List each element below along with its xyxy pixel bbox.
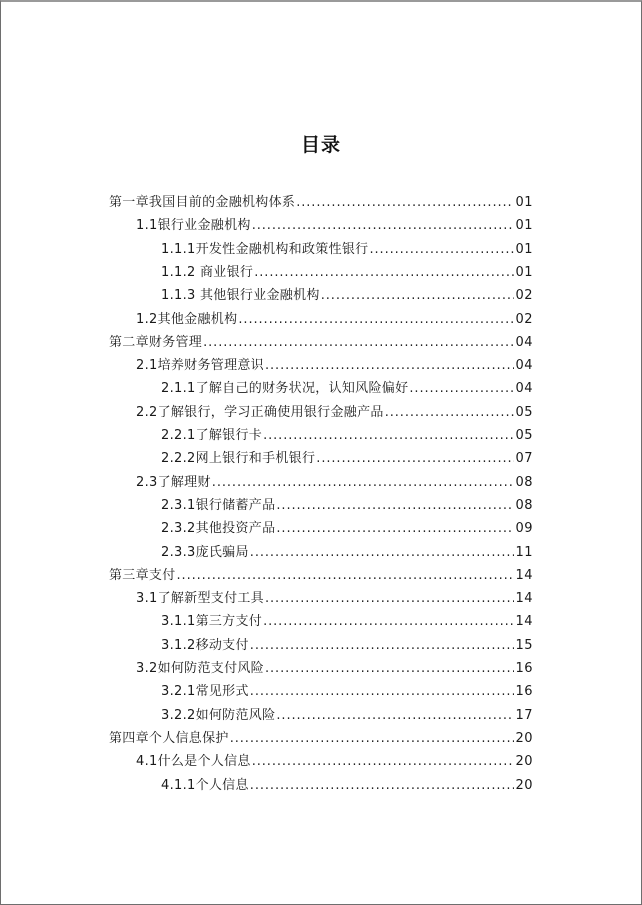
toc-entry-page-number: 02 — [515, 311, 533, 327]
toc-entry[interactable] — [136, 403, 533, 423]
toc-entry-title: 2.2.2网上银行和手机银行 — [161, 451, 316, 467]
dot-leader — [263, 426, 514, 446]
toc-entry-title: 2.3.3庞氏骗局 — [161, 544, 249, 560]
dot-leader — [316, 449, 514, 469]
toc-entry[interactable] — [136, 659, 533, 679]
toc-entry-title: 第四章个人信息保护 — [109, 730, 229, 746]
toc-entry[interactable] — [109, 729, 533, 749]
page-title: 目录 — [300, 134, 341, 156]
toc-entry-title: 3.1.2移动支付 — [161, 637, 249, 653]
dot-leader — [230, 729, 515, 749]
toc-entry-page-number: 07 — [515, 451, 533, 467]
toc-entry-title: 3.2.2如何防范风险 — [161, 707, 276, 723]
toc-entry-page-number: 15 — [515, 637, 533, 653]
toc-entry-title: 第三章支付 — [109, 567, 176, 583]
dot-leader — [265, 589, 514, 609]
toc-entry-page-number: 14 — [515, 591, 533, 607]
toc-entry-title: 4.1什么是个人信息 — [136, 754, 251, 770]
toc-entry[interactable] — [161, 496, 533, 516]
dot-leader — [238, 310, 514, 330]
dot-leader — [252, 752, 515, 772]
toc-entry-title: 1.1.1开发性金融机构和政策性银行 — [161, 241, 369, 257]
dot-leader — [252, 216, 515, 236]
toc-entry[interactable] — [161, 240, 533, 260]
dot-leader — [385, 403, 515, 423]
toc-entry[interactable] — [161, 379, 533, 399]
dot-leader — [265, 356, 514, 376]
dot-leader — [254, 263, 514, 283]
toc-entry[interactable] — [109, 193, 533, 213]
toc-entry-page-number: 14 — [515, 567, 533, 583]
toc-entry[interactable] — [161, 519, 533, 539]
toc-entry-title: 2.2了解银行，学习正确使用银行金融产品 — [136, 404, 384, 420]
toc-entry[interactable] — [161, 706, 533, 726]
dot-leader — [263, 612, 514, 632]
toc-entry-title: 2.3.1银行储蓄产品 — [161, 497, 276, 513]
toc-entry-page-number: 05 — [515, 404, 533, 420]
toc-entry[interactable] — [161, 426, 533, 446]
toc-entry-title: 1.2其他金融机构 — [136, 311, 238, 327]
dot-leader — [276, 519, 514, 539]
toc-entry-page-number: 20 — [515, 777, 533, 793]
toc-entry[interactable] — [136, 310, 533, 330]
toc-entry-page-number: 01 — [515, 218, 533, 234]
toc-entry-page-number: 09 — [515, 521, 533, 537]
toc-entry-page-number: 01 — [515, 264, 533, 280]
dot-leader — [177, 566, 515, 586]
dot-leader — [212, 473, 515, 493]
toc-entry-title: 4.1.1个人信息 — [161, 777, 249, 793]
toc-entry[interactable] — [136, 356, 533, 376]
toc-entry[interactable] — [136, 589, 533, 609]
toc-entry[interactable] — [136, 752, 533, 772]
toc-entry-title: 3.1了解新型支付工具 — [136, 591, 264, 607]
toc-entry[interactable] — [161, 636, 533, 656]
toc-entry-page-number: 08 — [515, 497, 533, 513]
toc-entry-title: 1.1银行业金融机构 — [136, 218, 251, 234]
toc-entry-page-number: 16 — [515, 684, 533, 700]
dot-leader — [250, 636, 515, 656]
toc-entry[interactable] — [161, 682, 533, 702]
toc-entry-title: 第二章财务管理 — [109, 334, 203, 350]
dot-leader — [265, 659, 514, 679]
dot-leader — [321, 286, 515, 306]
dot-leader — [203, 333, 514, 353]
toc-entry-page-number: 20 — [515, 730, 533, 746]
toc-entry-page-number: 14 — [515, 614, 533, 630]
toc-entry[interactable] — [136, 473, 533, 493]
dot-leader — [369, 240, 514, 260]
toc-entry-page-number: 17 — [515, 707, 533, 723]
toc-entry-title: 2.2.1了解银行卡 — [161, 428, 263, 443]
toc-entry[interactable] — [109, 566, 533, 586]
toc-entry-page-number: 01 — [515, 195, 533, 210]
toc-entry-title: 1.1.3 其他银行业金融机构 — [161, 288, 320, 304]
toc-entry-page-number: 16 — [515, 661, 533, 676]
toc-entry-page-number: 04 — [515, 334, 533, 350]
toc-entry[interactable] — [161, 543, 533, 563]
toc-entry[interactable] — [161, 286, 533, 306]
toc-entry-page-number: 04 — [515, 381, 533, 397]
toc-entry[interactable] — [161, 263, 533, 283]
toc-entry-title: 第一章我国目前的金融机构体系 — [109, 195, 296, 210]
toc-entry-title: 2.1培养财务管理意识 — [136, 358, 264, 374]
toc-entry[interactable] — [161, 776, 533, 796]
dot-leader — [250, 543, 515, 563]
toc-entry-title: 3.2.1常见形式 — [161, 684, 249, 700]
dot-leader — [409, 379, 514, 399]
toc-entry-title: 2.3.2其他投资产品 — [161, 521, 276, 537]
toc-entry-page-number: 20 — [515, 754, 533, 770]
toc-entry-page-number: 04 — [515, 358, 533, 374]
toc-entry[interactable] — [161, 612, 533, 632]
toc-entry-page-number: 02 — [515, 288, 533, 304]
toc-entry-title: 2.1.1了解自己的财务状况，认知风险偏好 — [161, 381, 409, 397]
toc-entry-title: 3.2如何防范支付风险 — [136, 661, 264, 676]
toc-entry-page-number: 05 — [515, 428, 533, 443]
toc-entry[interactable] — [161, 449, 533, 469]
toc-entry-title: 2.3了解理财 — [136, 474, 211, 490]
toc-entry[interactable] — [136, 216, 533, 236]
dot-leader — [276, 706, 514, 726]
dot-leader — [296, 193, 514, 213]
toc-entry-page-number: 11 — [515, 544, 533, 560]
toc-entry-title: 1.1.2 商业银行 — [161, 264, 254, 280]
dot-leader — [250, 682, 515, 702]
dot-leader — [250, 776, 515, 796]
toc-entry-page-number: 01 — [515, 241, 533, 257]
toc-entry[interactable] — [109, 333, 533, 353]
toc-entry-title: 3.1.1第三方支付 — [161, 614, 263, 630]
dot-leader — [276, 496, 514, 516]
toc-entry-page-number: 08 — [515, 474, 533, 490]
